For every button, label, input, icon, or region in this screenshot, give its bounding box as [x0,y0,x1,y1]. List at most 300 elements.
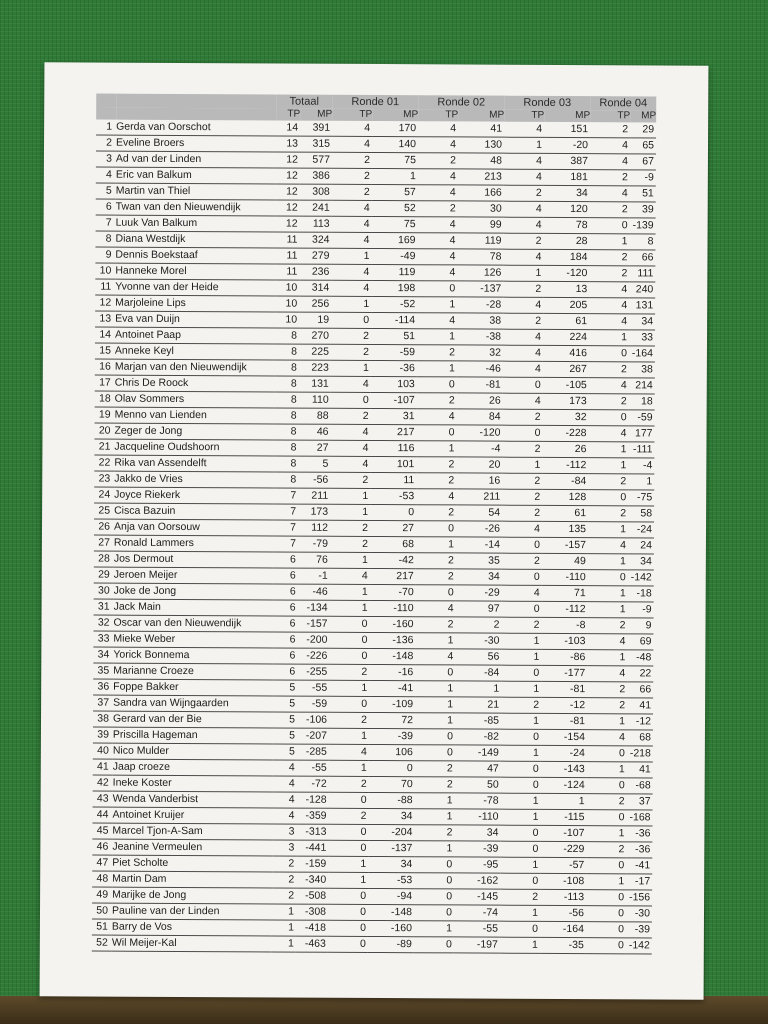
rank-cell: 21 [94,439,114,455]
total-mp-cell: 112 [298,520,330,536]
r1-tp-cell: 0 [331,392,371,408]
r2-mp-cell: 78 [457,249,503,265]
r3-tp-cell: 2 [504,185,544,201]
r2-tp-cell: 4 [417,249,457,265]
r2-mp-cell: -39 [454,841,500,857]
r3-mp-cell: 34 [544,185,590,201]
total-tp-cell: 7 [274,520,298,536]
r1-mp-cell: -109 [369,696,415,712]
r4-mp-cell: 41 [627,698,653,714]
player-name-cell: Rika van Assendelft [114,455,274,472]
r4-mp-cell: 39 [630,202,656,218]
player-name-cell: Twan van den Nieuwendijk [116,199,276,216]
r1-mp-cell: 170 [372,121,418,137]
r3-tp-cell: 4 [504,169,544,185]
rank-cell: 20 [94,423,114,439]
r4-mp-cell: 8 [629,234,655,250]
r1-tp-cell: 4 [331,264,371,280]
r1-tp-cell: 1 [330,600,370,616]
r3-tp-cell: 0 [500,921,540,937]
total-tp-cell: 12 [276,168,300,184]
total-mp-cell: -200 [297,632,329,648]
total-mp-cell: -55 [297,760,329,776]
r3-mp-cell: 267 [543,361,589,377]
r2-tp-cell: 1 [417,361,457,377]
total-tp-cell: 10 [275,312,299,328]
player-name-cell: Menno van Lienden [115,407,275,424]
total-mp-cell: 324 [299,232,331,248]
r3-tp-cell: 1 [501,649,541,665]
r4-tp-cell: 1 [587,714,627,730]
r1-tp-cell: 2 [331,328,371,344]
r1-tp-cell: 4 [331,232,371,248]
r2-mp-cell: 34 [454,825,500,841]
total-tp-cell: 1 [272,920,296,936]
total-mp-cell: 131 [299,376,331,392]
player-name-cell: Olav Sommers [115,391,275,408]
r1-mp-cell: -16 [369,664,415,680]
total-mp-cell: 236 [299,264,331,280]
r4-mp-cell: -168 [626,810,652,826]
r4-tp-cell: 0 [586,938,626,954]
player-name-cell: Jaap croeze [113,759,273,776]
r1-mp-cell: 51 [371,328,417,344]
player-name-cell: Diana Westdijk [115,231,275,248]
r4-tp-cell: 0 [587,746,627,762]
total-tp-cell: 8 [275,328,299,344]
r2-mp-cell: -4 [456,441,502,457]
r3-mp-cell: 416 [543,345,589,361]
r2-tp-cell: 2 [417,345,457,361]
r2-mp-cell: -120 [456,425,502,441]
total-tp-cell: 5 [273,696,297,712]
r1-mp-cell: -160 [369,616,415,632]
header-blank [96,94,116,108]
total-tp-cell: 7 [274,504,298,520]
r1-tp-cell: 2 [331,408,371,424]
total-tp-cell: 8 [275,344,299,360]
rank-cell: 10 [95,263,115,279]
r1-mp-cell: 169 [371,232,417,248]
r3-tp-cell: 2 [502,505,542,521]
r3-mp-cell: -81 [541,713,587,729]
total-mp-cell: 241 [300,200,332,216]
r4-tp-cell: 1 [587,762,627,778]
player-name-cell: Luuk Van Balkum [116,215,276,232]
r3-tp-cell: 1 [504,137,544,153]
r4-mp-cell: -68 [627,778,653,794]
r4-mp-cell: -9 [630,170,656,186]
r4-mp-cell: -36 [626,826,652,842]
r1-mp-cell: -36 [371,360,417,376]
r3-tp-cell: 2 [503,233,543,249]
player-name-cell: Jos Dermout [114,551,274,568]
r1-tp-cell: 0 [329,792,369,808]
r3-mp-cell: 184 [543,249,589,265]
r1-tp-cell: 1 [331,360,371,376]
r3-tp-cell: 4 [504,217,544,233]
r4-mp-cell: 22 [627,666,653,682]
total-tp-cell: 5 [273,680,297,696]
total-mp-cell: 270 [299,328,331,344]
r4-tp-cell: 1 [588,602,628,618]
r2-mp-cell: -28 [457,297,503,313]
r2-mp-cell: 47 [455,761,501,777]
rank-cell: 33 [93,631,113,647]
r4-tp-cell: 2 [587,698,627,714]
r2-tp-cell: 4 [418,217,458,233]
r1-mp-cell: -53 [370,488,416,504]
r1-tp-cell: 1 [329,728,369,744]
r3-mp-cell: -107 [540,825,586,841]
r2-mp-cell: 166 [458,185,504,201]
total-mp-cell: 76 [298,552,330,568]
table-row [92,935,652,954]
r3-mp-cell: -81 [541,681,587,697]
r4-tp-cell: 4 [590,154,630,170]
r3-tp-cell: 4 [504,201,544,217]
rank-cell: 31 [94,599,114,615]
r4-mp-cell: 67 [630,154,656,170]
rank-cell: 25 [94,503,114,519]
table-surface [0,996,768,1024]
total-mp-cell: -359 [296,808,328,824]
player-name-cell: Marjoleine Lips [115,295,275,312]
r4-mp-cell: 131 [629,298,655,314]
r1-tp-cell: 1 [330,504,370,520]
r4-mp-cell: -218 [627,746,653,762]
rank-cell: 29 [94,567,114,583]
r4-tp-cell: 1 [588,442,628,458]
r1-tp-cell: 4 [332,200,372,216]
r2-mp-cell: 38 [457,313,503,329]
r3-mp-cell: -115 [540,809,586,825]
r1-mp-cell: 0 [369,760,415,776]
r2-tp-cell: 0 [414,857,454,873]
total-tp-cell: 8 [275,392,299,408]
r1-mp-cell: 119 [371,264,417,280]
r2-tp-cell: 4 [417,233,457,249]
player-name-cell: Anneke Keyl [115,343,275,360]
header-tp: TP [590,110,630,122]
r2-mp-cell: -78 [455,793,501,809]
r3-mp-cell: 120 [544,201,590,217]
header-blank [96,108,116,120]
r2-tp-cell: 2 [415,761,455,777]
rank-cell: 52 [92,935,112,951]
r2-mp-cell: 30 [458,201,504,217]
r2-mp-cell: -145 [454,889,500,905]
r3-mp-cell: 224 [543,329,589,345]
r3-mp-cell: 71 [542,585,588,601]
r2-mp-cell: 26 [457,393,503,409]
total-mp-cell: -508 [296,888,328,904]
r1-mp-cell: 198 [371,280,417,296]
header-blank [116,108,276,121]
r1-tp-cell: 0 [328,936,368,952]
r3-mp-cell: 205 [543,297,589,313]
r3-mp-cell: 181 [544,169,590,185]
player-name-cell: Marcel Tjon-A-Sam [112,823,272,840]
player-name-cell: Hanneke Morel [115,263,275,280]
r3-mp-cell: -103 [541,633,587,649]
r2-mp-cell: 1 [455,681,501,697]
r2-mp-cell: 20 [456,457,502,473]
r4-mp-cell: -41 [626,858,652,874]
total-mp-cell: -441 [296,840,328,856]
r3-tp-cell: 4 [503,361,543,377]
r2-tp-cell: 2 [416,553,456,569]
r1-mp-cell: -136 [369,632,415,648]
r4-mp-cell: 66 [629,250,655,266]
rank-cell: 6 [96,199,116,215]
r1-tp-cell: 2 [330,520,370,536]
r3-tp-cell: 1 [500,857,540,873]
total-tp-cell: 5 [273,712,297,728]
total-tp-cell: 6 [274,552,298,568]
r3-mp-cell: 32 [543,409,589,425]
r1-mp-cell: 75 [372,152,418,168]
total-tp-cell: 4 [273,776,297,792]
player-name-cell: Jacqueline Oudshoorn [114,439,274,456]
r4-tp-cell: 1 [586,874,626,890]
total-tp-cell: 1 [272,904,296,920]
r3-tp-cell: 0 [502,425,542,441]
r1-mp-cell: -59 [371,344,417,360]
r2-tp-cell: 2 [418,201,458,217]
r1-tp-cell: 4 [330,568,370,584]
r4-tp-cell: 2 [587,618,627,634]
r3-mp-cell: 28 [543,233,589,249]
r3-tp-cell: 4 [502,585,542,601]
r3-mp-cell: 1 [541,793,587,809]
r2-mp-cell: 2 [455,617,501,633]
total-mp-cell: 110 [299,392,331,408]
r3-mp-cell: -56 [540,905,586,921]
rank-cell: 4 [96,167,116,183]
r1-mp-cell: 217 [370,568,416,584]
total-tp-cell: 6 [274,584,298,600]
r3-mp-cell: 151 [544,122,590,138]
player-name-cell: Eric van Balkum [116,167,276,184]
r3-mp-cell: -228 [542,425,588,441]
r4-tp-cell: 4 [589,378,629,394]
r4-tp-cell: 0 [589,410,629,426]
r4-tp-cell: 1 [588,586,628,602]
player-name-cell: Barry de Vos [112,919,272,936]
rank-cell: 19 [95,407,115,423]
r2-tp-cell: 0 [417,281,457,297]
r2-mp-cell: 213 [458,169,504,185]
r4-mp-cell: 111 [629,266,655,282]
r1-tp-cell: 0 [328,824,368,840]
r1-mp-cell: -160 [368,920,414,936]
r2-mp-cell: -14 [456,537,502,553]
r3-tp-cell: 4 [503,393,543,409]
r3-mp-cell: -86 [541,649,587,665]
header-mp: MP [458,109,504,121]
r2-tp-cell: 2 [415,777,455,793]
total-mp-cell: 5 [298,456,330,472]
r1-tp-cell: 4 [332,121,372,137]
r3-mp-cell: -124 [541,777,587,793]
r3-tp-cell: 2 [502,473,542,489]
total-tp-cell: 3 [272,824,296,840]
r4-tp-cell: 0 [589,346,629,362]
r2-mp-cell: 16 [456,473,502,489]
total-mp-cell: -255 [297,664,329,680]
r3-mp-cell: 49 [542,553,588,569]
rank-cell: 51 [92,919,112,935]
total-tp-cell: 8 [275,360,299,376]
r3-mp-cell: 26 [542,441,588,457]
player-name-cell: Piet Scholte [112,855,272,872]
r2-tp-cell: 4 [415,649,455,665]
r3-tp-cell: 0 [501,665,541,681]
player-name-cell: Anja van Oorsouw [114,519,274,536]
rank-cell: 41 [93,759,113,775]
r4-tp-cell: 2 [589,266,629,282]
r3-mp-cell: -113 [540,889,586,905]
total-mp-cell: 46 [298,424,330,440]
r4-tp-cell: 0 [586,858,626,874]
r3-tp-cell: 4 [502,521,542,537]
total-tp-cell: 6 [273,616,297,632]
player-name-cell: Martin Dam [112,871,272,888]
header-tp: TP [418,109,458,121]
r2-tp-cell: 1 [414,809,454,825]
r4-mp-cell: -139 [630,218,656,234]
r1-tp-cell: 2 [329,776,369,792]
player-name-cell: Jeanine Vermeulen [112,839,272,856]
r4-mp-cell: 34 [629,314,655,330]
r1-mp-cell: -137 [368,840,414,856]
r1-tp-cell: 2 [332,168,372,184]
r4-mp-cell: 9 [627,618,653,634]
r3-mp-cell: 387 [544,153,590,169]
r4-mp-cell: 240 [629,282,655,298]
total-mp-cell: 577 [300,152,332,168]
r3-mp-cell: 173 [543,393,589,409]
r3-tp-cell: 1 [500,809,540,825]
total-mp-cell: 211 [298,488,330,504]
rank-cell: 27 [94,535,114,551]
r4-mp-cell: 33 [629,330,655,346]
r4-tp-cell: 4 [589,314,629,330]
r4-tp-cell: 1 [589,330,629,346]
r1-tp-cell: 4 [330,440,370,456]
r3-mp-cell: -154 [541,729,587,745]
player-name-cell: Wenda Vanderbist [113,791,273,808]
r1-mp-cell: 103 [371,376,417,392]
r4-mp-cell: -36 [626,842,652,858]
r3-tp-cell: 4 [503,297,543,313]
player-name-cell: Jakko de Vries [114,471,274,488]
r3-mp-cell: -12 [541,697,587,713]
total-tp-cell: 7 [274,536,298,552]
rank-cell: 5 [96,183,116,199]
r2-tp-cell: 2 [416,569,456,585]
r2-mp-cell: -84 [455,665,501,681]
r1-tp-cell: 1 [330,488,370,504]
rank-cell: 23 [94,471,114,487]
r1-mp-cell: -41 [369,680,415,696]
total-mp-cell: -308 [296,904,328,920]
header-mp: MP [372,109,418,121]
total-tp-cell: 6 [274,568,298,584]
total-mp-cell: -1 [298,568,330,584]
rank-cell: 47 [92,855,112,871]
r3-tp-cell: 4 [504,122,544,138]
total-mp-cell: 88 [299,408,331,424]
r2-mp-cell: -74 [454,905,500,921]
r4-mp-cell: -59 [629,410,655,426]
r3-tp-cell: 2 [503,409,543,425]
r1-mp-cell: 116 [370,440,416,456]
r4-tp-cell: 1 [587,650,627,666]
r3-tp-cell: 4 [503,345,543,361]
r3-tp-cell: 2 [502,553,542,569]
total-tp-cell: 1 [272,936,296,952]
r4-tp-cell: 2 [589,394,629,410]
total-mp-cell: -56 [298,472,330,488]
r2-mp-cell: 21 [455,697,501,713]
rank-cell: 35 [93,663,113,679]
player-name-cell: Joke de Jong [114,583,274,600]
player-name-cell: Eveline Broers [116,135,276,152]
total-mp-cell: 279 [299,248,331,264]
r2-tp-cell: 1 [415,697,455,713]
r2-mp-cell: 119 [457,233,503,249]
r3-tp-cell: 2 [501,697,541,713]
r3-mp-cell: -120 [543,265,589,281]
total-mp-cell: 315 [300,136,332,152]
r4-tp-cell: 4 [588,426,628,442]
r2-mp-cell: -162 [454,873,500,889]
r2-tp-cell: 0 [417,377,457,393]
total-tp-cell: 14 [276,120,300,136]
r3-tp-cell: 4 [503,329,543,345]
r1-tp-cell: 1 [331,296,371,312]
r2-tp-cell: 0 [414,889,454,905]
r4-tp-cell: 0 [586,810,626,826]
header-tp: TP [332,109,372,121]
r3-mp-cell: -24 [541,745,587,761]
r1-tp-cell: 2 [331,344,371,360]
total-mp-cell: -55 [297,680,329,696]
r1-mp-cell: -88 [369,792,415,808]
r3-tp-cell: 1 [500,905,540,921]
header-blank [116,94,276,109]
player-name-cell: Joyce Riekerk [114,487,274,504]
r2-mp-cell: -85 [455,713,501,729]
r4-mp-cell: -12 [627,714,653,730]
rank-cell: 28 [94,551,114,567]
total-mp-cell: 223 [299,360,331,376]
r1-tp-cell: 1 [329,760,369,776]
r4-mp-cell: -9 [628,602,654,618]
total-mp-cell: 386 [300,168,332,184]
r1-mp-cell: 68 [370,536,416,552]
total-mp-cell: 314 [299,280,331,296]
r1-mp-cell: -110 [370,600,416,616]
r2-mp-cell: 32 [457,345,503,361]
r2-tp-cell: 1 [414,841,454,857]
player-name-cell: Marianne Croeze [113,663,273,680]
r3-tp-cell: 0 [501,729,541,745]
r1-mp-cell: -42 [370,552,416,568]
player-name-cell: Eva van Duijn [115,311,275,328]
